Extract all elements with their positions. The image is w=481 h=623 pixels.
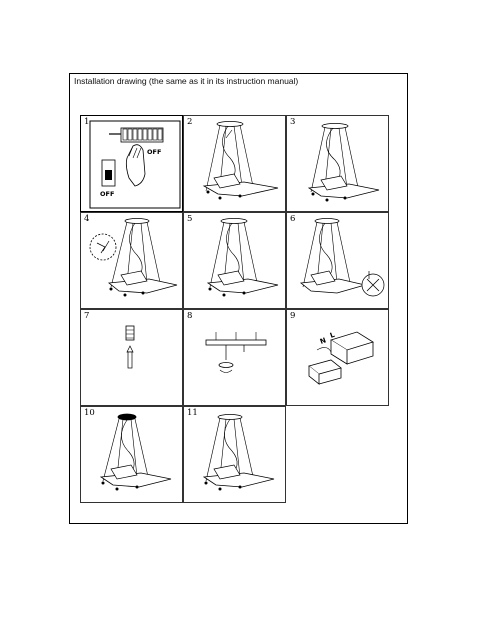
step-6-panel [286,212,389,309]
chandelier-illustration [184,213,286,309]
step-3-panel [286,115,389,212]
switch-label-bottom: OFF [100,190,115,198]
step-2-panel [183,115,286,212]
breaker-switch-illustration [81,116,183,212]
step-8-panel [183,309,286,406]
wire-label-l: L [328,330,336,340]
chandelier-illustration [184,116,286,212]
ceiling-plate-illustration [184,310,286,406]
step-5-panel [183,212,286,309]
chandelier-illustration [287,116,389,212]
step-1-panel [80,115,183,212]
switch-label-top: OFF [147,148,162,156]
step-10-panel [80,406,183,503]
wiring-box-illustration [287,310,389,406]
wire-label-n: N [318,336,328,346]
step-7-panel [80,309,183,406]
step-11-panel [183,406,286,503]
chandelier-illustration [81,213,183,309]
page-title: Installation drawing (the same as it in its instruction manual) [74,76,299,86]
bulb-socket-illustration [81,310,183,406]
step-number: 10 [84,408,95,418]
chandelier-illustration [287,213,389,309]
step-number: 3 [290,117,296,127]
step-number: 1 [84,117,90,127]
step-number: 2 [187,117,193,127]
step-9-panel [286,309,389,406]
chandelier-illustration [184,407,286,503]
step-number: 6 [290,214,296,224]
step-number: 5 [187,214,193,224]
step-4-panel [80,212,183,309]
step-number: 8 [187,311,193,321]
step-number: 9 [290,311,296,321]
chandelier-illustration [81,407,183,503]
step-number: 11 [187,408,198,418]
step-number: 7 [84,311,90,321]
step-number: 4 [84,214,90,224]
